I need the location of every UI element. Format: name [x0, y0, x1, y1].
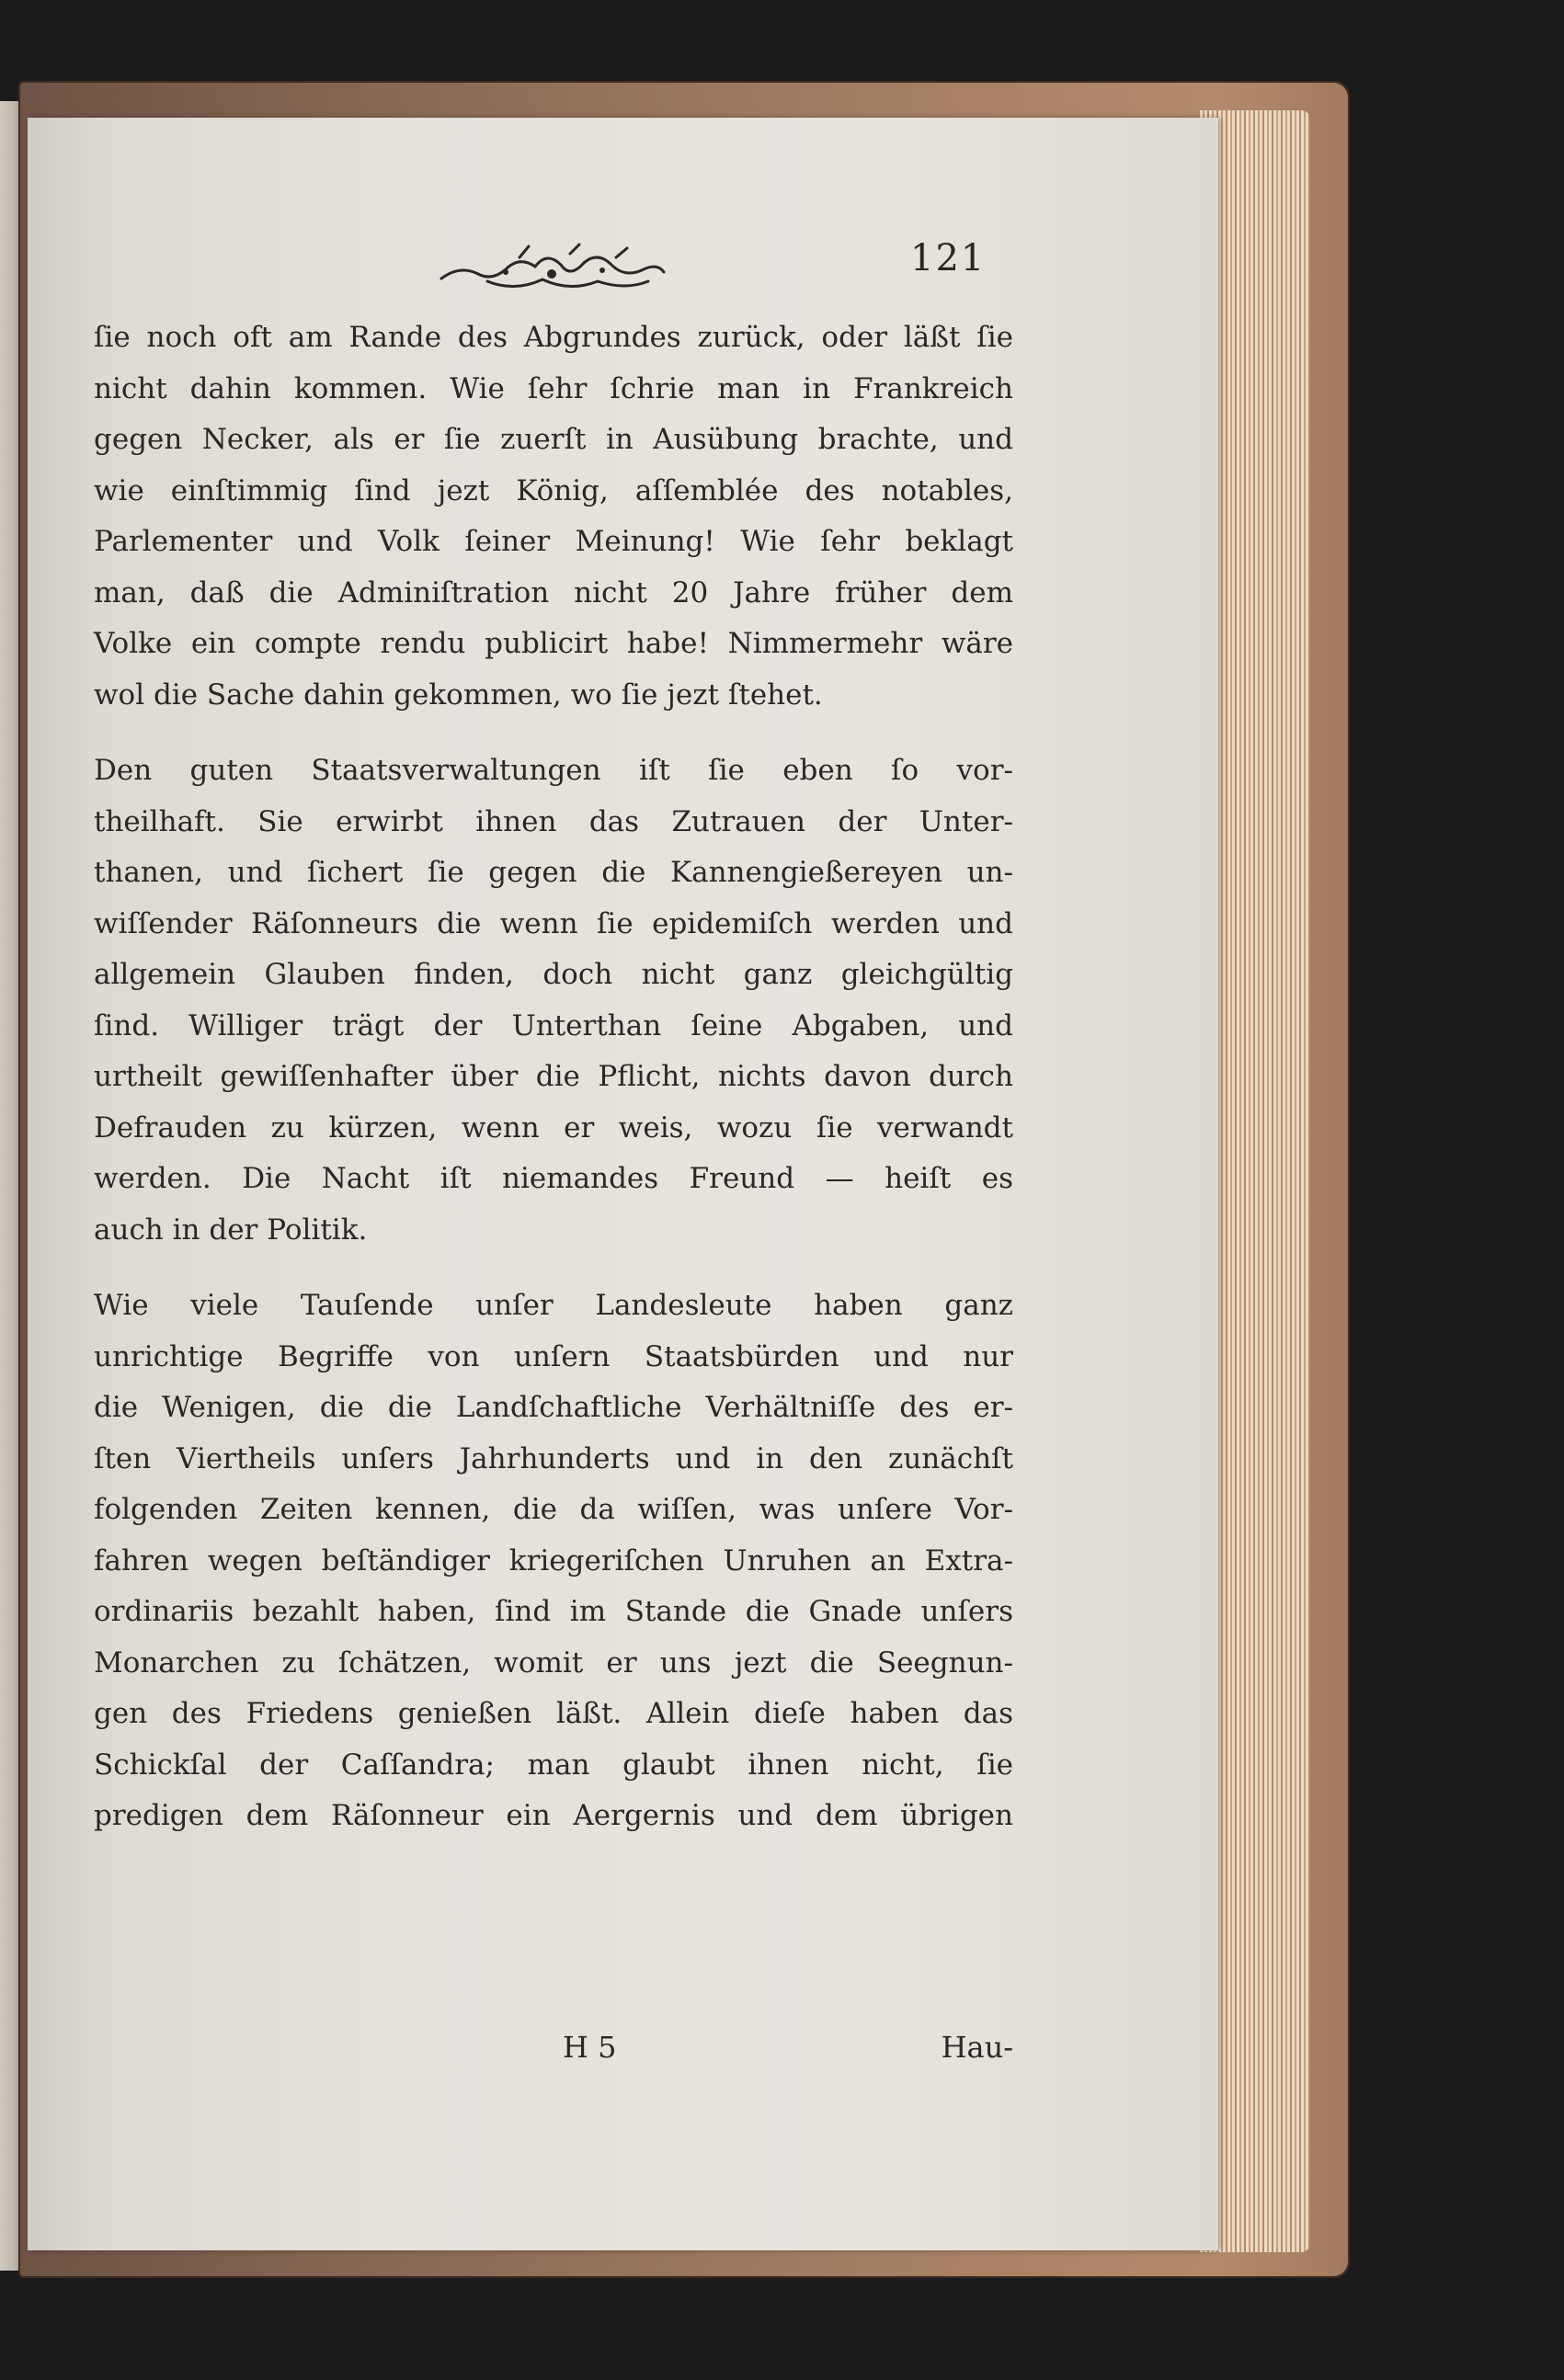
text-line: die Wenigen, die die Landſchaftliche Verhältniſſe des er- — [94, 1391, 1013, 1424]
text-line: ordinariis bezahlt haben, ſind im Stande die Gnade unſers — [94, 1595, 1013, 1628]
text-line: Schickſal der Caſſandra; man glaubt ihnen nicht, ſie — [94, 1748, 1013, 1782]
text-line: ſie noch oft am Rande des Abgrundes zurück, oder läßt ſie — [94, 321, 1013, 354]
text-line: ſten Viertheils unſers Jahrhunderts und in den zunächſt — [94, 1441, 1013, 1475]
text-line: allgemein Glauben finden, doch nicht ganz gleichgültig — [94, 958, 1013, 991]
text-line: Defrauden zu kürzen, wenn er weis, wozu ſie verwandt — [94, 1110, 1013, 1144]
text-line: folgenden Zeiten kennen, die da wiſſen, was unſere Vor- — [94, 1493, 1013, 1526]
text-line: unrichtige Begriffe von unſern Staatsbürden und nur — [94, 1339, 1013, 1373]
text-line: gegen Necker, als er ſie zuerſt in Ausübung brachte, und — [94, 423, 1013, 456]
text-line: Parlementer und Volk ſeiner Meinung! Wie ſehr beklagt — [94, 525, 1013, 558]
text-line: Wie viele Tauſende unſer Landesleute haben ganz — [94, 1289, 1013, 1322]
text-line: thanen, und ſichert ſie gegen die Kannengießereyen un- — [94, 856, 1013, 889]
book-page — [28, 118, 1218, 2250]
text-line: wiſſender Räſonneurs die wenn ſie epidemiſch werden und — [94, 906, 1013, 940]
text-line: fahren wegen beſtändiger kriegeriſchen Unruhen an Extra- — [94, 1543, 1013, 1577]
text-line: wie einſtimmig ſind jezt König, aſſemblée des notables, — [94, 473, 1013, 507]
text-line: predigen dem Räſonneur ein Aergernis und dem übrigen — [94, 1799, 1013, 1832]
text-line: werden. Die Nacht iſt niemandes Freund — heiſt es — [94, 1162, 1013, 1195]
paragraph — [94, 746, 1013, 1256]
paragraph — [94, 1281, 1013, 1842]
text-line: nicht dahin kommen. Wie ſehr ſchrie man in Frankreich — [94, 371, 1013, 405]
signature-mark: H 5 — [563, 2030, 617, 2065]
text-line: wol die Sache dahin gekommen, wo ſie jezt ſtehet. — [94, 678, 823, 712]
headpiece-ornament-icon — [432, 237, 671, 302]
text-line: auch in der Politik. — [94, 1213, 368, 1247]
page-number: 121 — [910, 237, 987, 279]
text-line: Monarchen zu ſchätzen, womit er uns jezt die Seegnun- — [94, 1646, 1013, 1680]
text-line: urtheilt gewiſſenhafter über die Pflicht, nichts davon durch — [94, 1060, 1013, 1093]
body-text — [94, 313, 1013, 1842]
text-line: Den guten Staatsverwaltungen iſt ſie eben ſo vor- — [94, 754, 1013, 787]
page-footer — [94, 2030, 1013, 2085]
text-line: Volke ein compte rendu publicirt habe! Nimmermehr wäre — [94, 627, 1013, 660]
catchword: Hau- — [941, 2030, 1013, 2065]
text-line: ſind. Williger trägt der Unterthan ſeine Abgaben, und — [94, 1008, 1013, 1042]
text-line: man, daß die Adminiſtration nicht 20 Jahre früher dem — [94, 575, 1013, 609]
text-line: gen des Friedens genießen läßt. Allein dieſe haben das — [94, 1697, 1013, 1730]
text-line: theilhaft. Sie erwirbt ihnen das Zutrauen der Unter- — [94, 804, 1013, 838]
paragraph — [94, 313, 1013, 721]
